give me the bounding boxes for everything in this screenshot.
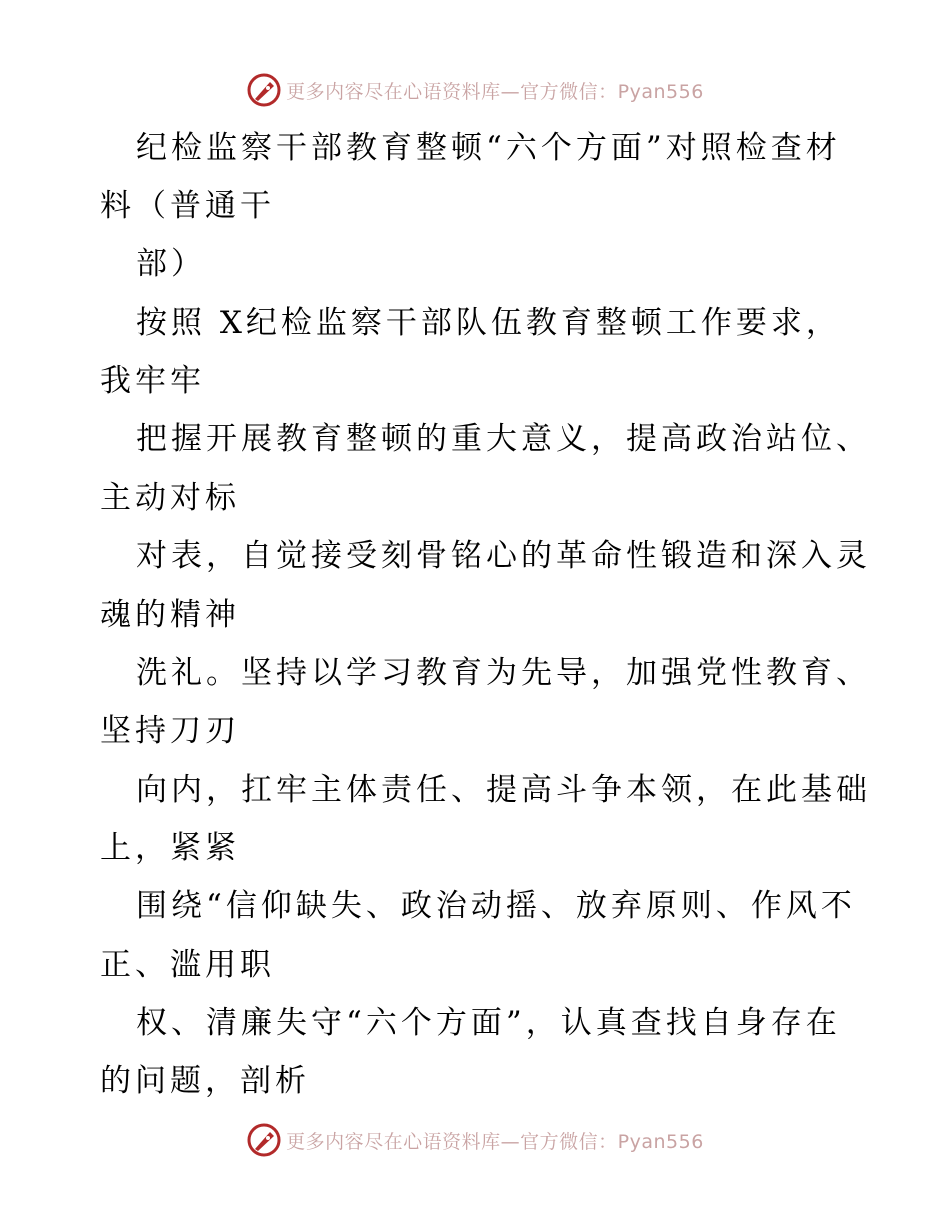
paragraph-line: 上，紧紧 (100, 830, 240, 866)
document-title-line-1: 纪检监察干部教育整顿“六个方面”对照检查材 (136, 130, 841, 166)
footer-banner-text: 更多内容尽在心语资料库—官方微信：Pyan556 (286, 1130, 704, 1153)
paragraph-line: 坚持刀刃 (100, 713, 240, 749)
pen-nib-seal-icon (246, 1122, 282, 1158)
paragraph-line: 把握开展教育整顿的重大意义，提高政治站位、 (136, 421, 871, 457)
paragraph-line: 洗礼。坚持以学习教育为先导，加强党性教育、 (136, 655, 871, 691)
document-title-line-2: 料（普通干 (100, 188, 275, 224)
paragraph-line: 主动对标 (100, 480, 240, 516)
footer-banner (0, 1120, 950, 1160)
paragraph-line: 我牢牢 (100, 363, 205, 399)
document-title-line-3: 部） (136, 246, 206, 282)
paragraph-line: 围绕“信仰缺失、政治动摇、放弃原则、作风不 (136, 888, 856, 924)
header-banner (0, 70, 950, 110)
paragraph-line: 权、清廉失守“六个方面”，认真查找自身存在 (136, 1005, 841, 1041)
pen-nib-seal-icon (246, 72, 282, 108)
paragraph-line: 的问题，剖析 (100, 1063, 310, 1099)
header-banner-text: 更多内容尽在心语资料库—官方微信：Pyan556 (286, 80, 704, 103)
paragraph-line: 按照 X纪检监察干部队伍教育整顿工作要求， (136, 305, 841, 341)
paragraph-line: 对表，自觉接受刻骨铭心的革命性锻造和深入灵 (136, 538, 871, 574)
paragraph-line: 向内，扛牢主体责任、提高斗争本领，在此基础 (136, 772, 871, 808)
paragraph-line: 魂的精神 (100, 597, 240, 633)
paragraph-line: 正、滥用职 (100, 947, 275, 983)
